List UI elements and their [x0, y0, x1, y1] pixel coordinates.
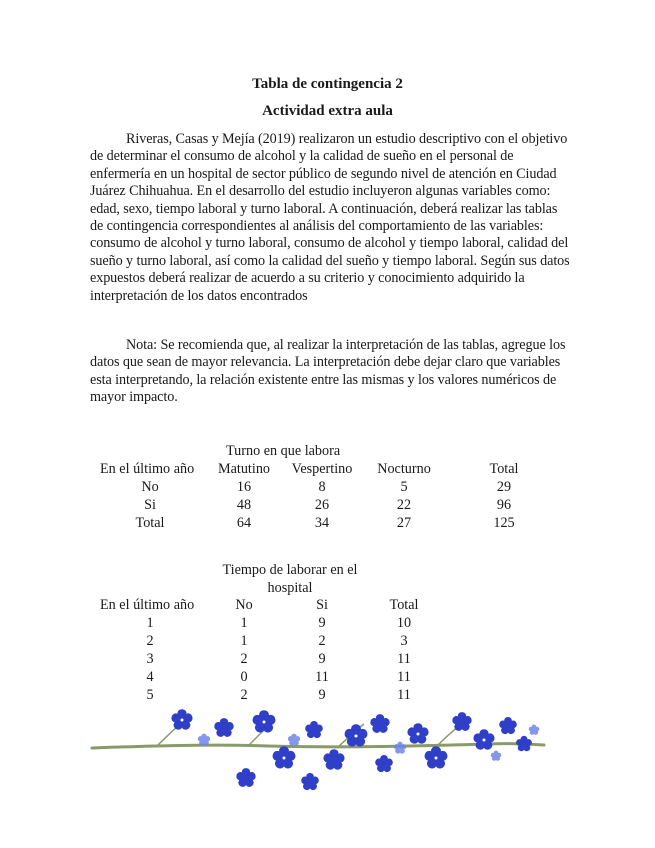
intro-paragraph: Riveras, Casas y Mejía (2019) realizaron un estudio descriptivo con el objetivo de determinar el consumo de alcohol y la calidad de sueño en el personal de enfermería en un hospital de sector público de segundo nivel de atención en Ciudad Juárez Chihuahua. En el desarrollo del estudio incluyeron algunas variables como: edad, sexo, tiempo laboral y turno laboral. A continuación, deberá realizar las tablas de contingencia correspondientes al análisis del comportamiento de las variables: consumo de alcohol y turno laboral, consumo de alcohol y tiempo laboral, calidad del sueño y turno laboral, así como la calidad del sueño y tiempo laboral. Según sus datos expuestos deberá realizar de acuerdo a su criterio y conocimiento adquirido la interpretación de los datos encontrados: [90, 131, 570, 304]
table1-cell: 26: [314, 497, 330, 513]
table2-cell: 2: [240, 651, 248, 667]
table1-col-header: Total: [489, 461, 519, 477]
table2-row-label: 4: [146, 669, 154, 685]
table1-cell: 22: [396, 497, 412, 513]
table1-row-header: En el último año: [100, 461, 195, 477]
table1-cell: 27: [396, 515, 412, 531]
table1-cell: 29: [496, 479, 512, 495]
table2-cell: 10: [396, 615, 412, 631]
table1-cell: 48: [236, 497, 252, 513]
table2-col-header: Total: [389, 597, 419, 613]
table1-cell: 5: [400, 479, 408, 495]
table1-row-label: Si: [144, 497, 156, 513]
flower-branch-illustration: [88, 700, 548, 800]
table1-cell: 34: [314, 515, 330, 531]
table2-row-label: 3: [146, 651, 154, 667]
table1-row-label: No: [141, 479, 159, 495]
table2-cell: 9: [318, 615, 326, 631]
table2-group-header: Tiempo de laborar en el hospital: [222, 562, 358, 596]
table1-col-header: Nocturno: [377, 461, 431, 477]
table2-cell: 11: [397, 651, 411, 667]
table2-cell: 1: [240, 615, 248, 631]
table2-cell: 0: [240, 669, 248, 685]
table2-row-label: 1: [146, 615, 154, 631]
table2-row-header: En el último año: [100, 597, 195, 613]
note-paragraph: Nota: Se recomienda que, al realizar la interpretación de las tablas, agregue los datos que sean de mayor relevancia. La interpretación debe dejar claro que variables esta interpretando, la relación existente entre las mismas y los valores numéricos de mayor impacto.: [90, 337, 566, 406]
table1-group-header: Turno en que labora: [226, 443, 341, 459]
table2-cell: 9: [318, 651, 326, 667]
table2-cell: 1: [240, 633, 248, 649]
table2-col-header: Si: [316, 597, 328, 613]
table2-cell: 2: [318, 633, 326, 649]
table1-col-header: Matutino: [217, 461, 271, 477]
table1-cell: 64: [236, 515, 252, 531]
document-subtitle: Actividad extra aula: [262, 103, 393, 119]
table2-cell: 11: [397, 687, 411, 703]
document-title: Tabla de contingencia 2: [252, 76, 403, 92]
table2-row-label: 5: [146, 687, 154, 703]
table2-row-label: 2: [146, 633, 154, 649]
table2-cell: 2: [240, 687, 248, 703]
table2-cell: 11: [397, 669, 411, 685]
table1-col-header: Vespertino: [291, 461, 353, 477]
table2-cell: 9: [318, 687, 326, 703]
table1-cell: 8: [318, 479, 326, 495]
table1-cell: 16: [236, 479, 252, 495]
table2-cell: 11: [315, 669, 329, 685]
table1-cell: 96: [496, 497, 512, 513]
table2-cell: 3: [400, 633, 408, 649]
table1-row-label: Total: [135, 515, 165, 531]
table1-cell: 125: [493, 515, 515, 531]
table2-col-header: No: [235, 597, 253, 613]
